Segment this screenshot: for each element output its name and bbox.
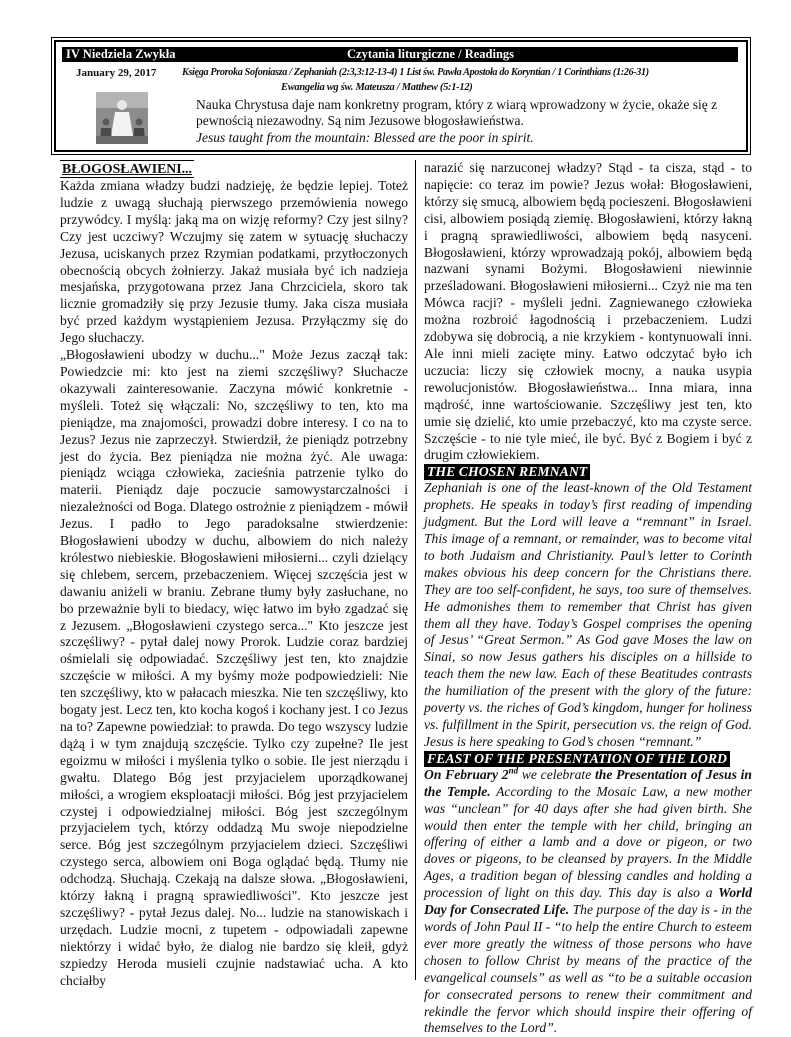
- feast-date: February 2nd: [445, 765, 519, 782]
- readings-references: Księga Proroka Sofoniasza / Zephaniah (2:3,3:12-13-4) 1 List św. Pawła Apostoła do Koryntian / 1 Corinthians (1:26-31): [182, 67, 649, 78]
- left-column: [60, 160, 408, 990]
- paragraph-remnant: Zephaniah is one of the least-known of the Old Testament prophets. He speaks in today’s first reading of impending judgment. But the Lord will leave a “remnant” in Israel. This image of a remnant, or remainder, was to become vital to both Judaism and Christianity. Paul’s letter to Corinth makes obvious his deep concern for the Christians there. They are too self-confident, he says, too sure of themselves. He admonishes them to remember that Christ has given them all they have. Today’s Gospel comprises the opening of Jesus’ “Great Sermon.” As God gave Moses the law on Sinai, so now Jesus gathers his disciples on a hillside to teach them the new law. Each of these Beatitudes contrasts the humiliation of the present with the glory of the future: poverty vs. the riches of God’s kingdom, hunger for holiness vs. fulfillment in the Spirit, persecution vs. the reign of God. Jesus is here speaking to God’s chosen “remnant.”: [424, 480, 752, 749]
- feast-title: the Presentation of Jesus in the Temple.: [424, 766, 752, 799]
- date: January 29, 2017: [76, 67, 157, 79]
- text: According to the Mosaic Law, a new mother was “unclean” for 40 days after she had given birth. She would then enter the temple with her child, bringing an offering of either a lamb and a dove or pigeon, or two doves or pigeons, to be cleansed by prayers. In the Middle Ages, a tradition began of blessing candles and holding a procession of light on this day. This day is also a: [424, 783, 752, 901]
- gospel-reference: Ewangelia wg św. Mateusza / Matthew (5:1-12): [281, 82, 473, 93]
- readings-header: [54, 40, 748, 152]
- header-bar: [62, 47, 738, 62]
- world-day-title: World Day for Consecrated Life.: [424, 885, 753, 918]
- paragraph: „Błogosławieni ubodzy w duchu..." Może Jezus zaczął tak: Powiedzcie mi: kto jest na ziemi szczęśliwy? Słuchacze okazywali zainteresowanie. Zaczyna mówić konkretnie - myśleli. Toteż się włączali: No, szczęśliwy to ten, kto ma pieniądze, ma znajomości, prowadzi dobre interesy. I co na to Jezus? Jezus nie zaprzeczył. Stwierdził, że pieniądz potrzebny jest do życia. Bez pieniądza nie można żyć. Ale uwaga: pieniądz wciąga człowieka, zacieśnia patrzenie tylko do materii. Pieniądz daje poczucie samowystarczalności i niezależności od Boga. Dlatego ostrożnie z pieniądzem - mówił Jezus. I padło to Jego paradoksalne stwierdzenie: Błogosławieni ubodzy w duchu, albowiem do nich należy królestwo niebieskie. Błogosławieni miłosierni... czyli dzielący się chlebem, sercem, przebaczeniem. Więcej szczęścia jest w dawaniu aniżeli w braniu. Zebrane tłumy były zasłuchane, no bo przeważnie byli to biedacy, więc łatwo im było zgadzać się z Jezusem. „Błogosławieni czystego serca..." Kto jeszcze jest szczęśliwy? - pytał dalej nowy Prorok. Ludzie coraz bardziej ośmielali się odpowiadać. Szczęśliwy jest ten, kto znajdzie szczęście w miłości. A my byśmy może podpowiedzieli: Nie ten szczęśliwy, kto w pałacach mieszka. Nie ten szczęśliwy, kto bogaty jest. Lecz ten, kto kocha kogoś i kochany jest. I co Jezus na to? Zapewne powiedział: to prawda. Do tego wszyscy ludzie dążą i w tym znajdują szczęście. Tylko czy zupełne? Ile jest egoizmu w miłości i myślenia tylko o sobie. Ile jest nierządu i gwałtu. Dlatego Bóg jest przyjacielem uporządkowanej miłości, a wrogiem eksploatacji miłości. Bóg jest przyjacielem czystej i odpowiedzialnej miłości. Bóg jest szczególnym przyjacielem tych, którzy oddadzą Mu swoje niepodzielne serce. Bóg jest szczególnym przyjacielem dzieci. Szczęśliwi czystego serca, albowiem oni Boga oglądać będą. Tłumy nie odchodzą. Słuchają. Czekają na dalsze słowa. „Błogosławieni, którzy łakną i pragną sprawiedliwości". Kto jeszcze jest szczęśliwy? - pytał Jezus dalej. No... ludzie na stanowiskach i urzędach. Ludzie mocni, z tupetem - odpowiadali zapewne niektórzy i widać było, że dialog nie bardzo się kleił, gdyż szpiedzy Heroda musieli czujnie nadstawiać ucha. A kto chciałby: [60, 347, 408, 988]
- paragraph: narazić się narzuconej władzy? Stąd - ta cisza, stąd - to napięcie: co teraz im powie? Jezus wołał: Błogosławieni, którzy się smucą, albowiem będą pocieszeni. Błogosławieni cisi, albowiem posiądą ziemię. Błogosławieni, którzy łakną i pragną sprawiedliwości, albowiem będą nasyceni. Błogosławieni, którzy wprowadzają pokój, albowiem będą nazwani synami Bożymi. Błogosławieni niewinnie prześladowani. Błogosławieni miłosierni... Czyż nie ma ten Mówca racji? - myśleli jedni. Zagniewanego człowieka można rozbroić łagodnością i przebaczeniem. Ludzi zdobywa się dobrocią, a nie krzykiem - kontynuowali inni. Ale inni mieli zacięte miny. Łatwo odczytać było ich uczucia: liczy się człowiek mocny, a nauka usypia rewolucjonistów. Błogosławieństwa... Inna miara, inna mądrość, inne wartościowanie. Szczęśliwy jest ten, kto umie się dzielić, kto umie przebaczyć, kto ma czyste serce. Szczęście - to nie tyle mieć, ile być. Być z Bogiem i być z drugim człowiekiem.: [424, 160, 752, 463]
- readings-title: Czytania liturgiczne / Readings: [347, 47, 515, 61]
- intro-polish: Nauka Chrystusa daje nam konkretny program, który z wiarą wprowadzony w życie, okaże się z pewnością niezawodny. Są nim Jezusowe błogosławieństwa.: [196, 97, 718, 128]
- jesus-sermon-image: [96, 92, 148, 144]
- section-heading-chosen-remnant: THE CHOSEN REMNANT: [424, 464, 590, 480]
- text: we celebrate: [521, 766, 592, 782]
- sunday-title: IV Niedziela Zwykła: [66, 47, 176, 61]
- intro-english: Jesus taught from the mountain: Blessed are the poor in spirit.: [196, 130, 534, 145]
- section-heading-presentation: FEAST OF THE PRESENTATION OF THE LORD: [424, 751, 730, 767]
- paragraph-presentation: [424, 767, 752, 1037]
- text-on: On: [424, 766, 442, 782]
- right-column: [424, 160, 752, 1037]
- column-divider: [415, 160, 416, 980]
- section-heading-blessed: BŁOGOSŁAWIENI...: [62, 161, 192, 176]
- text: The purpose of the day is - in the words of John Paul II - “to help the entire Church to esteem ever more greatly the witness of those persons who have chosen to follow Christ by means of the practice of the evangelical counsels” as well as “to be a suitable occasion for consecrated persons to renew their commitment and rekindle the fervor which should inspire their offering of themselves to the Lord”.: [424, 902, 752, 1036]
- paragraph: Każda zmiana władzy budzi nadzieję, że będzie lepiej. Toteż ludzie z uwagą słuchają pierwszego przemówienia nowego przywódcy. I myślą: jaką ma on wizję reformy? Czy jest silny? Czy jest uczciwy? Wczujmy się zatem w sytuację słuchaczy Jezusa, uciskanych przez Rzymian podatkami, przytłoczonych obecnością obcych żołnierzy. Jakaż musiała być ich nadzieja mesjańska, przygotowana przez Jana Chrzciciela, skoro tak licznie gromadziły się przy Jezusie tłumy. Jaka cisza musiała być przed każdym wystąpieniem Jezusa. Przyłączmy się do Jego słuchaczy.: [60, 178, 408, 346]
